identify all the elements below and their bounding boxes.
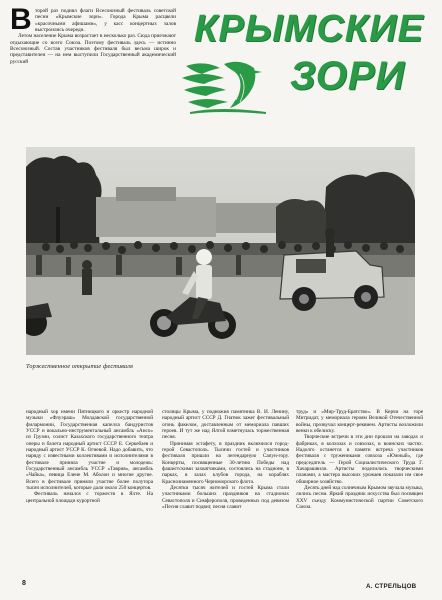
article-title bbox=[180, 8, 436, 112]
column-3-paragraph: Творческие встречи в эти дни прошли на заводах и фабриках, в колхозах и совхозах, в воинских частях. Надолго останется в памяти встреча участников фестиваля с тружениками совхоза «Южный», где председатель — Герой Социалистического Труда Г. Хачарашвили. Артисты поделились творческими планами, а мастера высоких урожаев показали им свое обширное хозяйство. bbox=[296, 434, 423, 485]
drop-cap: В bbox=[10, 8, 32, 36]
column-1-paragraph: народный хор имени Пятницкого и оркестр народной музыки «Флуэраш» Молдавской государственной филармонии, Государственная капелла бандуристов УССР и вокально-инструментальный ансамбль «Ансо» из Грузии, солист Казахского государственного театра оперы и балета народный артист СССР Е. Серкебаев и народный артист УССР К. Огневой. Надо добавить, что наряду с известными коллективами и исполнителями в фестивале приняла участие и молодежь: Государственный ансамбль УССР «Таврия», ансамбль «Чайка», певица Елене М. Аболон и многие другие. Всего в фестивале приняли участие более полутора тысяч исполнителей, которые дали около 250 концертов. bbox=[26, 409, 153, 492]
intro-text bbox=[10, 8, 176, 158]
photo-caption: Торжественное открытие фестиваля bbox=[26, 363, 134, 370]
column-2-paragraph: столицы Крыма, у подножия памятника В. И. Ленину, народный артист СССР Д. Гнатюк зажег фестивальный огонь факелом, доставленным от мемориала павших героев. И тут же над Ялтой взметнулась торжественная песня. bbox=[162, 409, 289, 441]
column-3-paragraph: Десять дней над солнечным Крымом звучала музыка, лились песни. Яркий праздник искусства был посвящен XXV съезду Коммунистической партии Советского Союза. bbox=[296, 485, 423, 511]
author-signature: А. СТРЕЛЬЦОВ bbox=[366, 583, 417, 590]
intro-paragraph-2: Летом население Крыма возрастает в несколько раз. Сюда приезжают отдыхающие со всего Союза. Поэтому фестиваль здесь — истинно Всесоюзный. Состав участников фестиваля был весьма широк и представителен — на нем выступили Государственный академический русский bbox=[10, 33, 176, 65]
intro-paragraph-1: торой раз поднял флаги Всесоюзный фестиваль советской песни «Крымские зори». Города Крыма расцвели «красочными афишами», у касс концертных залов выстроились очереди. bbox=[35, 8, 176, 34]
title-line-2: ЗОРИ bbox=[290, 54, 406, 98]
column-2-paragraph: Принимая эстафету, в праздник включился город-герой Севастополь. Тысячи гостей и участников фестиваля пришли на легендарную Сапун-гору. Концерты, посвященные 30-летию Победы над фашистскими захватчиками, состоялись на стадионе, в парках, в залах клубов города, на кораблях Краснознаменного Черноморского флота. bbox=[162, 440, 289, 485]
festival-opening-photo bbox=[26, 147, 415, 355]
text-column-1 bbox=[26, 409, 153, 574]
page-number: 8 bbox=[22, 580, 26, 587]
column-3-paragraph: труд» и «Мир-Труд-Братство». В Керчи на горе Митридат, у мемориала героям Великой Отечественной войны, прозвучал концерт-реквием. Артисты возложили венки к обелиску. bbox=[296, 409, 423, 435]
text-column-2 bbox=[162, 409, 289, 574]
title-line-1: КРЫМСКИЕ bbox=[194, 8, 424, 50]
lyre-bird-icon bbox=[180, 58, 272, 116]
column-1-paragraph: Фестиваль начался с торжеств в Ялте. На центральной площади курортной bbox=[26, 491, 153, 504]
text-column-3 bbox=[296, 409, 423, 574]
column-2-paragraph: Десятки тысяч жителей и гостей Крыма стали участниками больших праздников на стадионах Севастополя и Симферополя, проведенных под девизом «Песня славит подвиг, песня славит bbox=[162, 485, 289, 511]
